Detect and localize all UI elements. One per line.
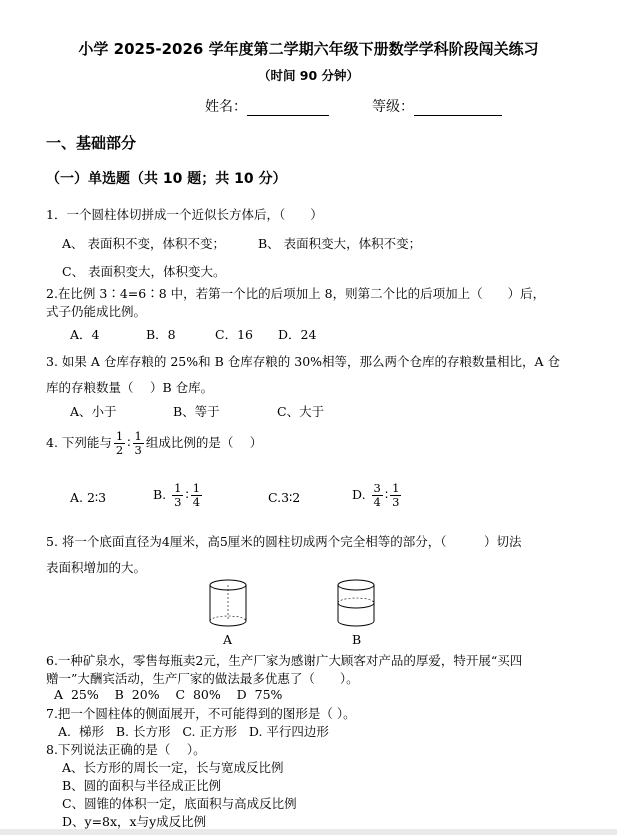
question-8-stem: 8.下列说法正确的是（ ）。: [46, 742, 206, 757]
fraction: $\frac{1}{4}$: [192, 481, 201, 509]
question-2-option-a: A．4: [70, 327, 100, 342]
question-1-option-b: B、 表面积变大，体积不变；: [258, 236, 422, 251]
question-6-line-2: 赠一”大酬宾活动，生产厂家的做法最多优惠了（ ）。: [46, 671, 359, 686]
question-6-options: A 25% B 20% C 80% D 75%: [54, 687, 283, 702]
section-title: 一、基础部分: [46, 134, 137, 152]
fraction: $\frac{1}{3}$: [392, 481, 400, 509]
question-3-option-a: A、小于: [70, 404, 117, 419]
grade-blank[interactable]: [414, 102, 502, 116]
question-8-option-a: A、长方形的周长一定，长与宽成反比例: [62, 760, 284, 775]
question-4-option-c: C.3∶2: [268, 490, 301, 505]
question-4-option-d: D. $\frac{3}{4}$ ∶ $\frac{1}{3}$: [352, 481, 400, 509]
question-5-line-1: 5. 将一个底面直径为4厘米，高5厘米的圆柱切成两个完全相等的部分，（ ）切法: [46, 534, 522, 549]
page-subtitle: （时间 90 分钟）: [257, 68, 360, 83]
figure-a-label: A: [223, 632, 233, 647]
question-3-option-b: B、等于: [173, 404, 220, 419]
cylinder-figure-a: [205, 578, 255, 628]
name-label: 姓名：: [205, 99, 247, 115]
question-1-option-a: A、 表面积不变，体积不变；: [62, 236, 226, 251]
page-title: 小学 2025-2026 学年度第二学期六年级下册数学学科阶段闯关练习: [78, 40, 539, 58]
question-2-option-c: C．16: [215, 327, 253, 342]
question-7-stem: 7.把一个圆柱体的侧面展开，不可能得到的图形是（ ）。: [46, 706, 356, 721]
question-2-line-2: 式子仍能成比例。: [46, 304, 147, 319]
figure-b-label: B: [352, 632, 362, 647]
section-subtitle: （一）单选题（共 10 题；共 10 分）: [46, 171, 287, 187]
question-2-line-1: 2.在比例 3∶4=6∶8 中，若第一个比的后项加上 8，则第二个比的后项加上（ ）后，: [46, 286, 546, 301]
question-4-option-b: B. $\frac{1}{3}$ ∶ $\frac{1}{4}$: [153, 481, 201, 509]
grade-field: [372, 96, 502, 116]
fraction: $\frac{1}{3}$: [174, 481, 182, 509]
cylinder-figure-b: [332, 578, 382, 628]
question-2-option-d: D．24: [278, 327, 317, 342]
question-3-option-c: C、大于: [277, 404, 325, 419]
question-8-option-b: B、圆的面积与半径成正比例: [62, 778, 222, 793]
grade-label: 等级：: [372, 99, 414, 115]
question-1-stem: 1．一个圆柱体切拼成一个近似长方体后，（ ）: [46, 207, 323, 222]
question-1-option-c: C、 表面积变大，体积变大。: [62, 264, 226, 279]
name-blank[interactable]: [247, 102, 329, 116]
page-bottom-edge: [0, 829, 617, 835]
question-3-line-2: 库的存粮数量（ ）B 仓库。: [46, 380, 214, 395]
question-6-line-1: 6.一种矿泉水，零售每瓶卖2元，生产厂家为感谢广大顾客对产品的厚爱，特开展“买四: [46, 653, 523, 668]
fraction: $\frac{1}{2}$: [115, 429, 124, 457]
question-5-line-2: 表面积增加的大。: [46, 560, 147, 575]
fraction: $\frac{3}{4}$: [373, 481, 381, 509]
question-8-option-d: D、y=8x，x与y成反比例: [62, 814, 207, 829]
fraction: $\frac{1}{3}$: [134, 429, 142, 457]
question-4-stem-post: 组成比例的是（ ）: [145, 435, 263, 450]
question-7-options: A. 梯形 B. 长方形 C. 正方形 D. 平行四边形: [58, 724, 329, 739]
question-4-stem-pre: 4. 下列能与: [46, 435, 112, 450]
question-3-line-1: 3. 如果 A 仓库存粮的 25%和 B 仓库存粮的 30%相等，那么两个仓库的存粮数量相比，A 仓: [46, 354, 561, 369]
question-4-stem: 4. 下列能与 $\frac{1}{2}$ ∶ $\frac{1}{3}$ 组成比例的是（ ）: [46, 429, 263, 457]
question-4-option-a: A. 2∶3: [70, 490, 107, 505]
question-2-option-b: B．8: [146, 327, 176, 342]
question-8-option-c: C、圆锥的体积一定，底面积与高成反比例: [62, 796, 297, 811]
name-field: [205, 96, 329, 116]
